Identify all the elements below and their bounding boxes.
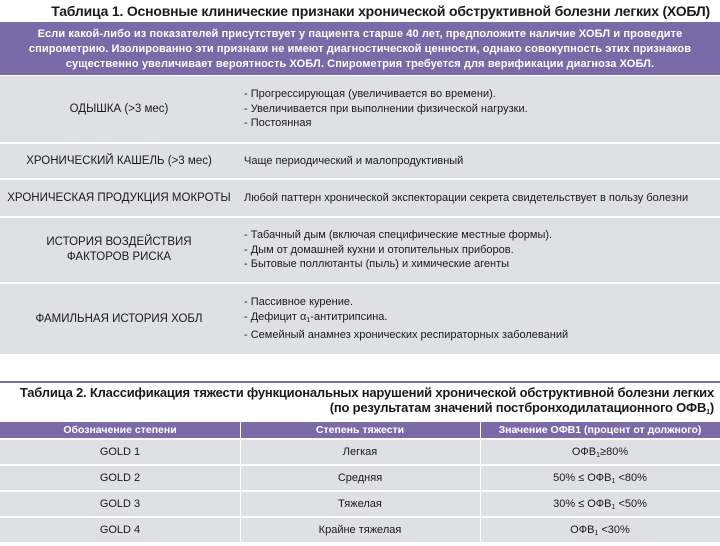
table2-row (0, 440, 720, 464)
table2-title-subscript: 1 (706, 409, 710, 416)
table1-description (244, 76, 714, 142)
table1-desc-item (244, 310, 714, 329)
table1-desc-item: - Прогрессирующая (увеличивается во времени). (244, 88, 496, 101)
table2-title-line1: Таблица 2. Классификация тяжести функциональных нарушений хронической обструктивной болезни легких (19, 385, 714, 400)
table1-row (0, 218, 720, 282)
table1-criterion: ОДЫШКА (>3 мес) (69, 102, 169, 115)
table1-criterion: ХРОНИЧЕСКИЙ КАШЕЛЬ (>3 мес) (26, 154, 212, 167)
deficit-subscript: 1 (306, 316, 311, 324)
fev-subscript: 1 (611, 504, 616, 511)
table1-desc-item: - Семейный анамнез хронических респираторных заболеваний (244, 329, 569, 342)
table1-row (0, 284, 720, 354)
fev-post: ≥80% (600, 446, 629, 458)
table2-top-rule (0, 381, 720, 383)
table2-grade: GOLD 2 (99, 472, 141, 484)
table1-description (244, 284, 714, 354)
table1-description (244, 144, 714, 178)
table2-fev (480, 492, 720, 516)
fev-subscript: 1 (611, 478, 616, 485)
table1-intro-line: спирометрию. Изолированно эти признаки не имеют диагностической ценности, однако совокупность этих признаков (28, 43, 692, 55)
table1-desc-item: - Табачный дым (включая специфические местные формы). (244, 229, 553, 242)
table1-description (244, 180, 714, 216)
fev-label: ОФВ (587, 498, 612, 510)
table1-criterion-line: ИСТОРИЯ ВОЗДЕЙСТВИЯ (46, 236, 192, 248)
fev-label: ОФВ (587, 472, 612, 484)
deficit-prefix: - Дефицит α (244, 310, 307, 323)
deficit-suffix: -антитрипсина. (310, 310, 388, 323)
table2-header-fev: Значение ОФВ1 (процент от должного) (498, 424, 702, 436)
table1-criterion: ХРОНИЧЕСКАЯ ПРОДУКЦИЯ МОКРОТЫ (7, 191, 231, 204)
fev-pre: 30% ≤ (553, 498, 588, 510)
table1-desc-item: - Бытовые поллютанты (пыль) и химические агенты (244, 258, 510, 271)
table1-criterion: ФАМИЛЬНАЯ ИСТОРИЯ ХОБЛ (35, 312, 203, 325)
table1-desc-item: Чаще периодический и малопродуктивный (244, 154, 464, 167)
fev-subscript: 1 (594, 530, 599, 537)
table2-fev (480, 466, 720, 490)
table2-header-severity: Степень тяжести (315, 424, 405, 436)
fev-label: ОФВ (571, 446, 597, 458)
table2-row (0, 466, 720, 490)
table2-header-grade: Обозначение степени (63, 424, 177, 436)
table1-criterion (0, 218, 238, 282)
fev-label: ОФВ (570, 524, 595, 536)
table2-row (0, 492, 720, 516)
table2-severity: Крайне тяжелая (318, 524, 402, 536)
fev-post: <80% (615, 472, 647, 484)
table1-desc-item: - Пассивное курение. (244, 296, 354, 309)
table2-severity: Легкая (342, 446, 378, 458)
table2-column-divider (480, 422, 481, 544)
table2-title-line2-prefix: (по результатам значений постбронходилатационного ОФВ (329, 400, 707, 415)
table1-desc-item: - Постоянная (244, 117, 312, 130)
fev-post: <30% (598, 524, 630, 536)
table2-row (0, 518, 720, 542)
table2-grade: GOLD 1 (99, 446, 141, 458)
table2-title-line2-suffix: ) (709, 400, 714, 415)
table2-header-row (0, 422, 720, 438)
table2-fev (480, 440, 720, 464)
table1-intro (0, 24, 720, 75)
table2-severity: Средняя (337, 472, 383, 484)
table1-intro-line: существенно увеличивает вероятность ХОБЛ. Спирометрия требуется для верификации диагноза ХОБЛ. (65, 58, 655, 70)
table1-desc-item: - Дым от домашней кухни и отопительных приборов. (244, 243, 514, 256)
table2-grade: GOLD 4 (99, 524, 141, 536)
fev-post: <50% (615, 498, 647, 510)
table2-grade: GOLD 3 (99, 498, 141, 510)
table1-desc-item: Любой паттерн хронической экспекторации секрета свидетельствует в пользу болезни (244, 191, 689, 204)
table2-column-divider (240, 422, 241, 544)
table2-fev (480, 518, 720, 542)
table1-row (0, 144, 720, 178)
table1-row (0, 180, 720, 216)
table2-title-line2 (0, 400, 714, 420)
fev-subscript: 1 (596, 452, 601, 459)
table1-row (0, 76, 720, 142)
table2-title (0, 385, 714, 420)
table1-intro-line: Если какой-либо из показателей присутствует у пациента старше 40 лет, предположите наличие ХОБЛ и проведите (37, 28, 683, 40)
table1-title: Таблица 1. Основные клинические признаки хронической обструктивной болезни легких (ХОБЛ) (51, 3, 710, 19)
fev-pre: 50% ≤ (553, 472, 588, 484)
table1-desc-item: - Увеличивается при выполнении физической нагрузки. (244, 102, 528, 115)
table2-severity: Тяжелая (338, 498, 382, 510)
table1-description (244, 218, 714, 282)
table1-criterion-line: ФАКТОРОВ РИСКА (66, 251, 172, 263)
